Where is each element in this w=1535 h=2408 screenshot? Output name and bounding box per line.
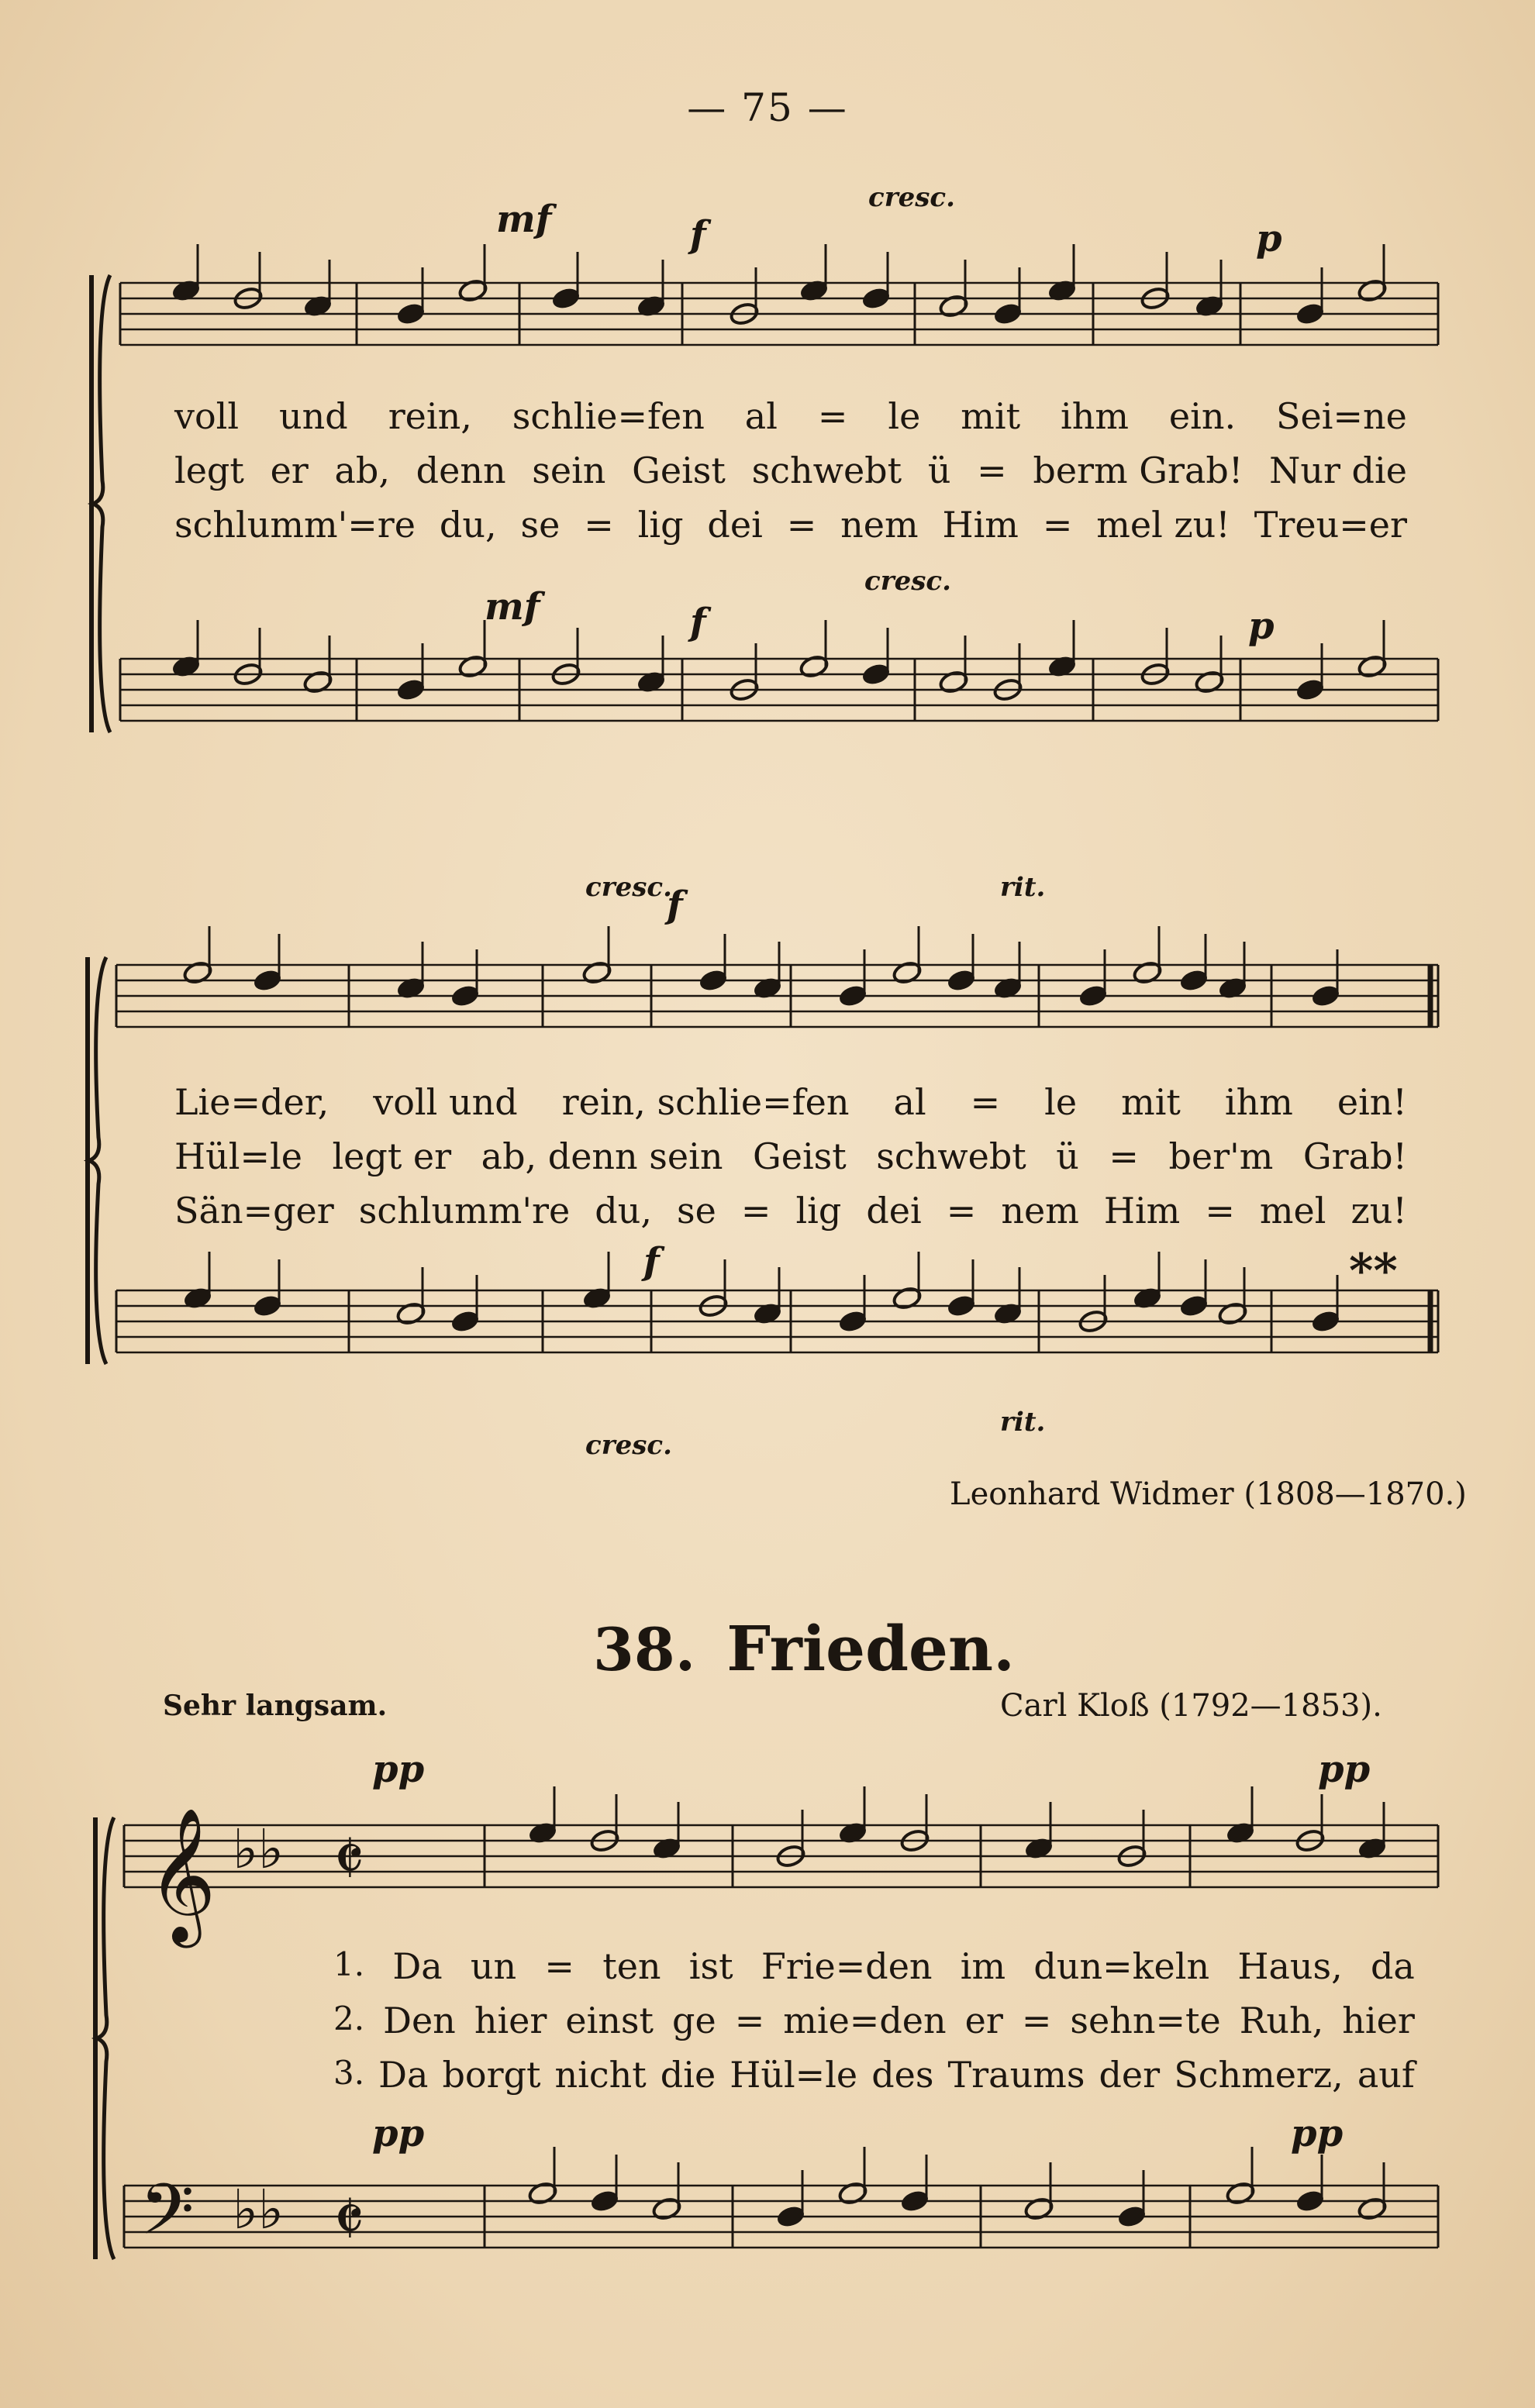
lyric-word: Haus, <box>1237 1945 1343 1987</box>
lyric-word: Da <box>392 1945 443 1987</box>
lyric-word: mie=den <box>783 2000 947 2041</box>
dynamic-p: p <box>1248 605 1275 648</box>
lyric-word: al <box>744 395 778 437</box>
lyric-word: un <box>470 1945 517 1987</box>
lyric-word: Lie=der, <box>174 1081 329 1123</box>
dynamic-cresc: cresc. <box>585 1430 672 1461</box>
lyric-word: du, <box>439 504 497 546</box>
lyric-word: schwebt <box>751 450 902 491</box>
lyric-word: = <box>1021 2000 1052 2041</box>
dynamic-pp: pp <box>372 1748 425 1791</box>
system1-lyric-line-1 <box>174 395 1407 437</box>
lyric-word: = <box>740 1190 771 1232</box>
lyric-word: denn <box>416 450 506 491</box>
lyric-word: sein <box>532 450 606 491</box>
system-brace <box>89 957 106 1364</box>
system1-lyric-line-3 <box>174 504 1407 546</box>
lyric-word: schlie=fen <box>512 395 705 437</box>
lyric-word: = <box>1109 1135 1139 1177</box>
lyric-word: ab, <box>334 450 390 491</box>
lyric-word: rein, schlie=fen <box>561 1081 850 1123</box>
system-brace <box>93 275 110 732</box>
lyric-word: hier <box>474 2000 547 2041</box>
lyric-word: = <box>786 504 817 546</box>
lyric-word: = <box>734 2000 765 2041</box>
dynamic-mf: mf <box>496 198 552 241</box>
lyric-word: nem <box>840 504 919 546</box>
lyric-word: mit <box>961 395 1021 437</box>
dynamic-cresc: cresc. <box>585 872 672 903</box>
lyricist-attribution: Leonhard Widmer (1808—1870.) <box>950 1476 1467 1512</box>
song-number: 38. <box>593 1615 696 1684</box>
lyric-word: lig <box>637 504 684 546</box>
lyric-word: rein, <box>388 395 472 437</box>
dynamic-f: f <box>643 1240 660 1283</box>
lyric-word: voll und <box>373 1081 518 1123</box>
dynamic-rit: rit. <box>1000 1407 1046 1438</box>
lyric-word: Treu=er <box>1254 504 1407 546</box>
composer-attribution: Carl Kloß (1792—1853). <box>1000 1688 1382 1724</box>
lyric-word: er <box>964 2000 1003 2041</box>
lyric-word: ge <box>672 2000 716 2041</box>
lyric-word: nicht <box>554 2054 647 2096</box>
verse-number: 2. <box>333 2000 365 2038</box>
lyric-word: und <box>279 395 348 437</box>
system2-lyric-line-3 <box>174 1190 1407 1232</box>
lyric-word: Geist <box>632 450 726 491</box>
song-title: Frieden. <box>726 1612 1015 1685</box>
lyric-word: Hül=le <box>730 2054 858 2096</box>
lyric-word: hier <box>1342 2000 1415 2041</box>
lyric-word: nem <box>1001 1190 1079 1232</box>
dynamic-cresc: cresc. <box>868 182 955 213</box>
lyric-word: im <box>960 1945 1006 1987</box>
verse-2 <box>333 2000 1415 2041</box>
lyric-word: se <box>677 1190 716 1232</box>
page-number: — 75 — <box>687 85 848 130</box>
lyric-word: er <box>270 450 309 491</box>
lyric-word: al <box>893 1081 926 1123</box>
lyric-word: = <box>544 1945 574 1987</box>
system1-lyric-line-2 <box>174 450 1407 491</box>
lyric-word: Grab! <box>1302 1135 1407 1177</box>
lyric-word: sehn=te <box>1070 2000 1221 2041</box>
dynamic-pp: pp <box>1291 2112 1344 2155</box>
dynamic-p: p <box>1256 217 1282 260</box>
song-heading <box>593 1612 1015 1685</box>
treble-clef-icon: 𝄞 <box>147 1807 216 1942</box>
dynamic-cresc: cresc. <box>864 566 951 597</box>
lyric-word: Sän=ger <box>174 1190 334 1232</box>
lyric-word: da <box>1370 1945 1415 1987</box>
lyric-word: Da <box>378 2054 429 2096</box>
lyric-word: = <box>970 1081 1001 1123</box>
dynamic-f: f <box>690 213 706 257</box>
lyric-word: ist <box>688 1945 733 1987</box>
lyric-word: le <box>1044 1081 1078 1123</box>
lyric-word: ihm <box>1061 395 1129 437</box>
bass-clef-icon: 𝄢 <box>140 2169 195 2268</box>
lyric-word: = <box>1042 504 1073 546</box>
lyric-word: berm Grab! <box>1033 450 1244 491</box>
system2-lyric-line-1 <box>174 1081 1407 1123</box>
lyric-word: = <box>946 1190 977 1232</box>
lyric-word: ihm <box>1224 1081 1293 1123</box>
dynamic-f: f <box>667 884 683 927</box>
lyric-word: schwebt <box>876 1135 1026 1177</box>
dynamic-rit: rit. <box>1000 872 1046 903</box>
key-signature-flats: ♭♭ <box>233 2178 285 2241</box>
system2-lyric-line-2 <box>174 1135 1407 1177</box>
lyric-word: ten <box>602 1945 661 1987</box>
lyric-word: Him <box>942 504 1019 546</box>
lyric-word: ein. <box>1168 395 1237 437</box>
verse-3 <box>333 2054 1415 2096</box>
lyric-word: der <box>1099 2054 1161 2096</box>
lyric-word: lig <box>795 1190 842 1232</box>
cut-time-icon: 𝄵 <box>333 1819 365 1900</box>
lyric-word: Nur die <box>1269 450 1407 491</box>
lyric-word: die <box>660 2054 716 2096</box>
lyric-word: Hül=le <box>174 1135 302 1177</box>
lyric-word: le <box>888 395 921 437</box>
lyric-word: = <box>977 450 1007 491</box>
lyric-word: legt <box>174 450 244 491</box>
lyric-word: = <box>817 395 848 437</box>
lyric-word: ü <box>927 450 951 491</box>
lyric-word: schlumm're <box>358 1190 571 1232</box>
verse-1 <box>333 1945 1415 1987</box>
lyric-word: du, <box>595 1190 652 1232</box>
lyric-word: Traums <box>947 2054 1085 2096</box>
lyric-word: zu! <box>1350 1190 1407 1232</box>
lyric-word: dun=keln <box>1033 1945 1210 1987</box>
lyric-word: legt er <box>332 1135 452 1177</box>
lyric-word: Schmerz, <box>1174 2054 1344 2096</box>
lyric-word: dei <box>707 504 763 546</box>
lyric-word: Geist <box>752 1135 847 1177</box>
lyric-word: = <box>1205 1190 1235 1232</box>
lyric-word: voll <box>174 395 240 437</box>
footnote-mark: ** <box>1349 1244 1398 1298</box>
lyric-word: mit <box>1121 1081 1181 1123</box>
lyric-word: ü <box>1056 1135 1079 1177</box>
dynamic-f: f <box>690 601 706 644</box>
lyric-word: schlumm'=re <box>174 504 416 546</box>
dynamic-pp: pp <box>1318 1748 1371 1791</box>
verse-number: 3. <box>333 2054 365 2092</box>
lyric-word: des <box>871 2054 934 2096</box>
lyric-word: mel zu! <box>1096 504 1230 546</box>
lyric-word: borgt <box>442 2054 541 2096</box>
lyric-word: Ruh, <box>1239 2000 1324 2041</box>
lyric-word: einst <box>565 2000 654 2041</box>
key-signature-flats: ♭♭ <box>233 1817 285 1881</box>
dynamic-pp: pp <box>372 2112 425 2155</box>
lyric-word: mel <box>1259 1190 1326 1232</box>
lyric-word: Frie=den <box>761 1945 933 1987</box>
verse-number: 1. <box>333 1945 365 1983</box>
lyric-word: = <box>584 504 614 546</box>
lyric-word: Him <box>1103 1190 1181 1232</box>
lyric-word: ab, denn sein <box>481 1135 723 1177</box>
lyric-word: se <box>520 504 561 546</box>
tempo-marking: Sehr langsam. <box>163 1690 388 1722</box>
lyric-word: dei <box>866 1190 922 1232</box>
lyric-word: Den <box>383 2000 456 2041</box>
dynamic-mf: mf <box>485 585 540 629</box>
lyric-word: auf <box>1357 2054 1415 2096</box>
lyric-word: ein! <box>1337 1081 1407 1123</box>
cut-time-icon: 𝄵 <box>333 2179 365 2261</box>
system-brace <box>97 1817 114 2259</box>
lyric-word: ber'm <box>1168 1135 1274 1177</box>
lyric-word: Sei=ne <box>1276 395 1407 437</box>
